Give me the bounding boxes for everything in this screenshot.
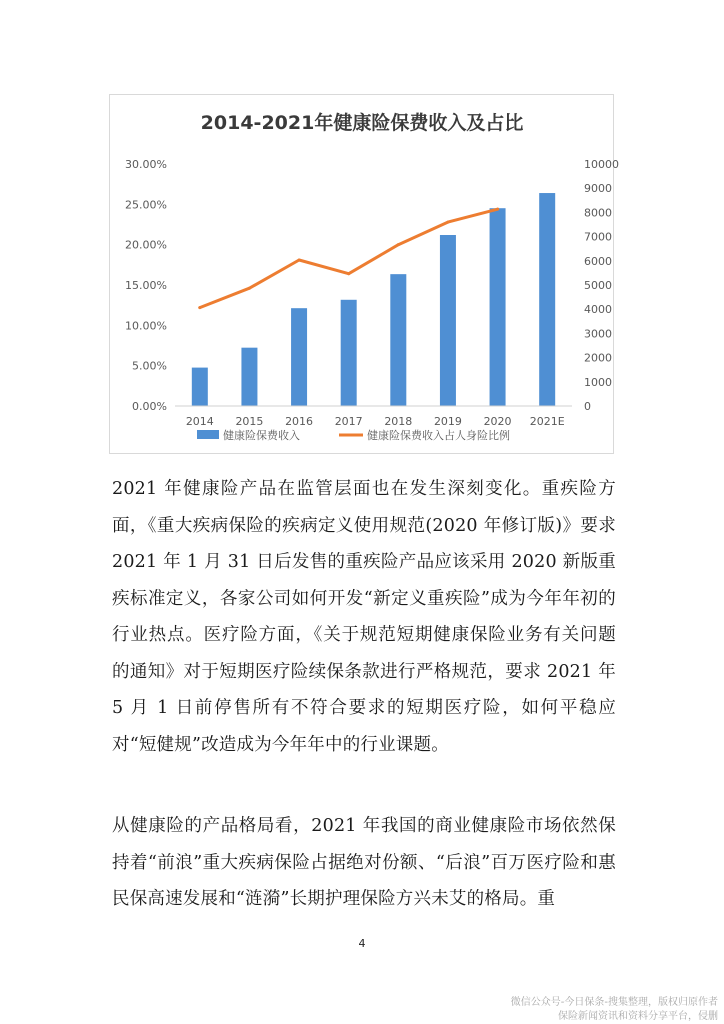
- y-left-tick-label: 0.00%: [132, 400, 167, 413]
- y-left-tick-label: 30.00%: [125, 158, 167, 171]
- y-right-tick-label: 7000: [584, 230, 612, 244]
- paragraph-product-structure: 从健康险的产品格局看，2021 年我国的商业健康险市场依然保持着“前浪”重大疾病保险占据绝对份额、“后浪”百万医疗险和惠民保高速发展和“涟漪”长期护理保险方兴未艾的格局。重: [112, 816, 616, 909]
- y-left-tick-label: 25.00%: [125, 198, 167, 212]
- x-tick-label: 2016: [285, 415, 314, 428]
- y-right-tick-label: 5000: [584, 279, 612, 292]
- x-tick-label: 2019: [433, 415, 462, 428]
- line-point-premium-share: [248, 287, 251, 290]
- y-right-tick-label: 2000: [584, 351, 612, 365]
- x-tick-label: 2017: [334, 415, 363, 428]
- line-point-premium-share: [198, 306, 201, 309]
- line-point-premium-share: [496, 208, 499, 211]
- y-left-tick-label: 20.00%: [125, 238, 167, 252]
- y-right-tick-label: 9000: [584, 182, 612, 196]
- x-tick-label: 2014: [185, 415, 214, 428]
- legend-label-line: 健康险保费收入占人身险比例: [367, 429, 510, 442]
- page-number: 4: [358, 937, 366, 950]
- y-right-tick-label: 0: [584, 400, 591, 413]
- bar-premium-income: [440, 235, 456, 406]
- y-right-tick-label: 10000: [584, 158, 619, 171]
- x-tick-label: 2018: [384, 415, 413, 428]
- bar-premium-income: [390, 274, 406, 406]
- chart-container: [109, 94, 619, 454]
- y-right-tick-label: 3000: [584, 327, 612, 341]
- bar-premium-income: [241, 348, 257, 406]
- line-point-premium-share: [298, 258, 301, 261]
- y-left-tick-label: 15.00%: [125, 279, 167, 292]
- x-tick-label: 2021E: [529, 415, 565, 428]
- y-right-tick-label: 4000: [584, 303, 612, 317]
- legend-label-bar: 健康险保费收入: [223, 429, 300, 442]
- watermark-line-2: 保险新闻资讯和资料分享平台，侵删: [558, 1011, 718, 1022]
- paragraph-regulation: 2021 年健康险产品在监管层面也在发生深刻变化。重疾险方面，《重大疾病保险的疾病定义使用规范(2020 年修订版)》要求 2021 年 1 月 31 日后发售的重疾险产品应该采用 2020 新版重疾标准定义，各家公司如何开发“新定义重疾险”成为今年年初的行业热点。医疗险方面，《关于规范短期健康保险业务有关问题的通知》对于短期医疗险续保条款进行严格规范，要求 2021 年 5 月 1 日前停售所有不符合要求的短期医疗险，如何平稳应对“短健规”改造成为今年年中的行业课题。: [112, 479, 616, 755]
- line-point-premium-share: [347, 272, 350, 275]
- premium-chart: [110, 95, 619, 455]
- y-left-tick-label: 10.00%: [125, 319, 167, 333]
- bar-premium-income: [341, 300, 357, 406]
- x-tick-label: 2020: [483, 415, 512, 428]
- legend-swatch-bar: [197, 430, 219, 439]
- line-point-premium-share: [397, 243, 400, 246]
- bar-premium-income: [291, 308, 307, 406]
- x-tick-label: 2015: [235, 415, 264, 428]
- bar-premium-income: [490, 208, 506, 406]
- y-right-tick-label: 6000: [584, 254, 612, 268]
- chart-title: 2014-2021年健康险保费收入及占比: [200, 112, 524, 134]
- bar-premium-income: [539, 193, 555, 406]
- watermark: [498, 996, 718, 1024]
- y-right-tick-label: 1000: [584, 375, 612, 389]
- watermark-line-1: 微信公众号-今日保条-搜集整理，版权归原作者: [510, 997, 718, 1008]
- y-right-tick-label: 8000: [584, 206, 612, 220]
- line-point-premium-share: [446, 221, 449, 224]
- bar-premium-income: [192, 368, 208, 406]
- y-left-tick-label: 5.00%: [132, 359, 167, 373]
